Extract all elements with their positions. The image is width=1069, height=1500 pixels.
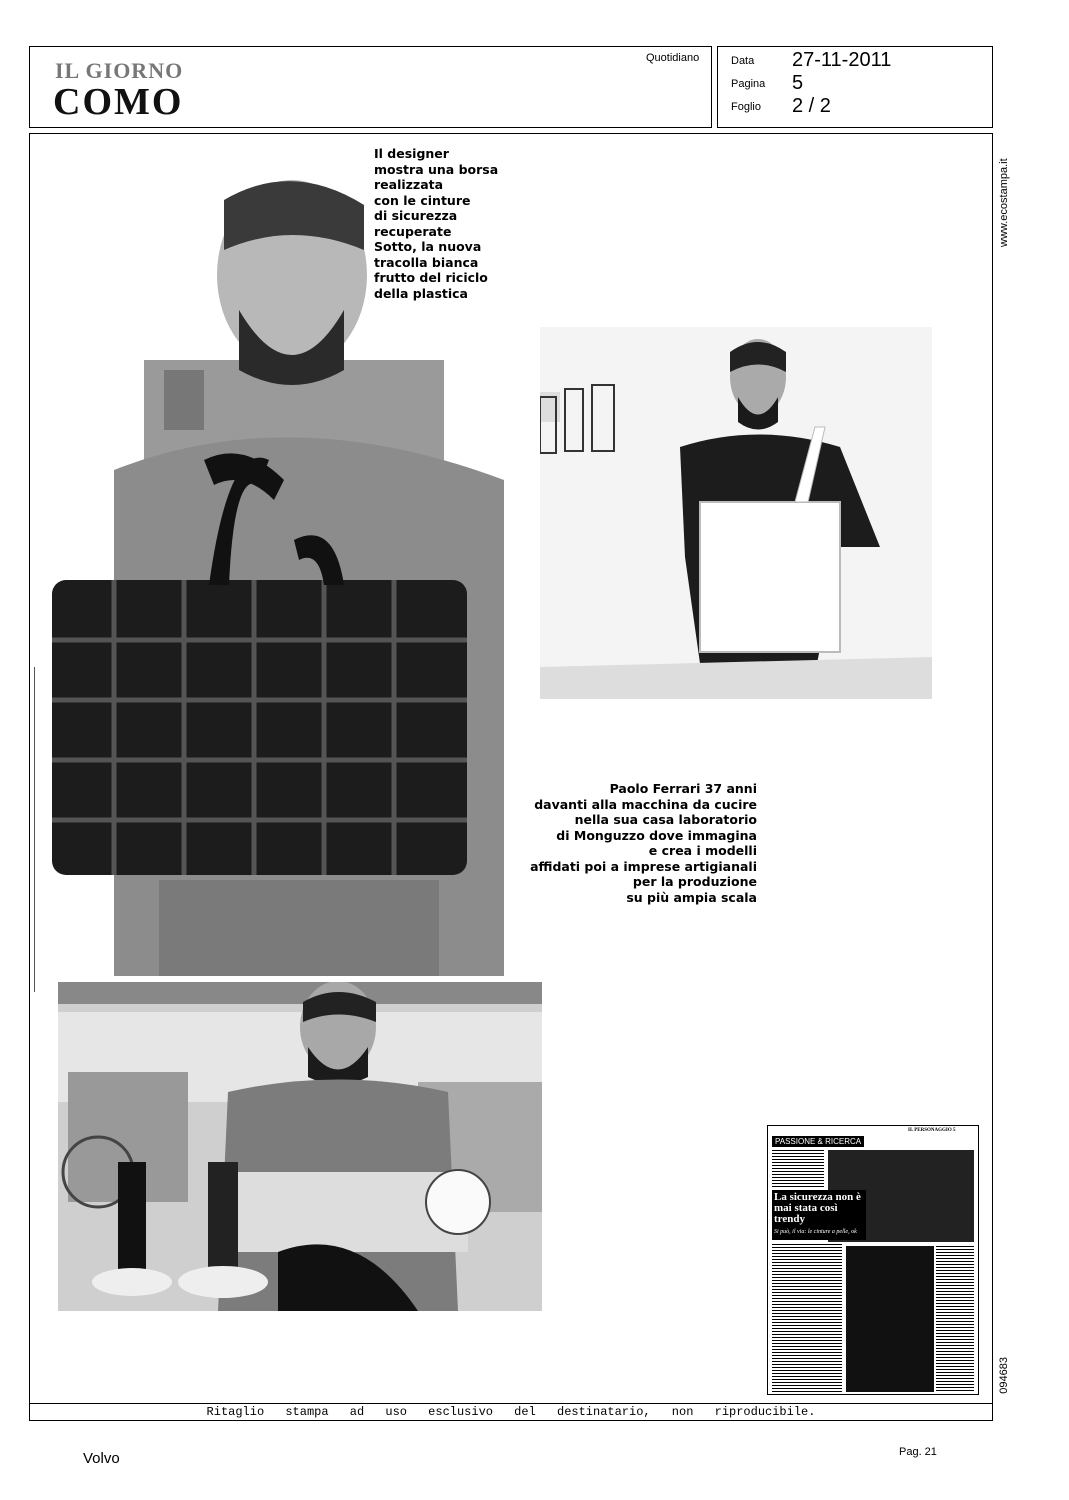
caption-line: su più ampia scala bbox=[626, 889, 757, 905]
thumbnail-section: PASSIONE & RICERCA bbox=[772, 1136, 864, 1147]
caption-line: realizzata bbox=[374, 177, 444, 192]
thumbnail-column bbox=[936, 1246, 974, 1392]
side-code: 094683 bbox=[998, 1357, 1010, 1394]
caption-line: di sicurezza bbox=[374, 208, 458, 223]
caption-middle bbox=[505, 781, 757, 905]
thumbnail-page-number: 5 bbox=[953, 1128, 956, 1133]
caption-line: nella sua casa laboratorio bbox=[574, 812, 757, 827]
footer-note: Ritaglio stampa ad uso esclusivo del destinatario, non riproducibile. bbox=[206, 1405, 816, 1419]
thumbnail-page-header-text: IL PERSONAGGIO bbox=[908, 1128, 952, 1133]
caption-line: di Monguzzo dove immagina bbox=[556, 827, 757, 843]
thumbnail-page-header bbox=[908, 1128, 956, 1133]
side-url: www.ecostampa.it bbox=[998, 158, 1010, 247]
caption-top bbox=[374, 146, 524, 301]
page-reference: Pag. 21 bbox=[899, 1446, 937, 1458]
thumbnail-body-text bbox=[772, 1244, 842, 1392]
column-rule bbox=[34, 667, 35, 992]
page-label: Pagina bbox=[731, 78, 766, 90]
caption-line: recuperate bbox=[374, 223, 452, 239]
caption-line: Sotto, la nuova bbox=[374, 239, 482, 254]
caption-line: della plastica bbox=[374, 285, 468, 301]
caption-line: con le cinture bbox=[374, 192, 471, 208]
paper-edition: COMO bbox=[53, 81, 184, 123]
caption-line: Il designer bbox=[374, 146, 449, 161]
date-value: 27-11-2011 bbox=[792, 49, 892, 71]
sheet-label: Foglio bbox=[731, 101, 761, 113]
caption-line: mostra una borsa bbox=[374, 161, 499, 177]
caption-line: tracolla bianca bbox=[374, 254, 479, 270]
photo-sewing-machine bbox=[58, 982, 542, 1311]
caption-line: frutto del riciclo bbox=[374, 270, 488, 285]
page-value: 5 bbox=[792, 72, 804, 94]
footer-rule bbox=[29, 1403, 993, 1404]
source-name: Volvo bbox=[83, 1450, 120, 1467]
publication-type: Quotidiano bbox=[646, 52, 700, 64]
paper-name: IL GIORNO bbox=[55, 58, 184, 83]
sheet-value: 2 / 2 bbox=[792, 95, 831, 117]
caption-line: davanti alla macchina da cucire bbox=[534, 796, 757, 812]
thumbnail-text-block bbox=[772, 1150, 824, 1188]
caption-line: Paolo Ferrari 37 anni bbox=[609, 781, 757, 796]
caption-line: e crea i modelli bbox=[648, 843, 757, 858]
date-label: Data bbox=[731, 55, 755, 67]
photo-white-bag bbox=[540, 327, 932, 699]
photo-sewing-machine-image bbox=[58, 982, 542, 1311]
page-thumbnail bbox=[767, 1125, 979, 1395]
caption-line: affidati poi a imprese artigianali bbox=[530, 858, 757, 874]
thumbnail-photo-bag bbox=[846, 1246, 934, 1392]
photo-white-bag-image bbox=[540, 327, 932, 699]
thumbnail-subhead: Si può, il via: le cinture a pelle, ok bbox=[774, 1229, 857, 1235]
caption-line: per la produzione bbox=[632, 874, 757, 889]
thumbnail-headline: La sicurezza non è mai stata così trendy bbox=[774, 1191, 861, 1225]
